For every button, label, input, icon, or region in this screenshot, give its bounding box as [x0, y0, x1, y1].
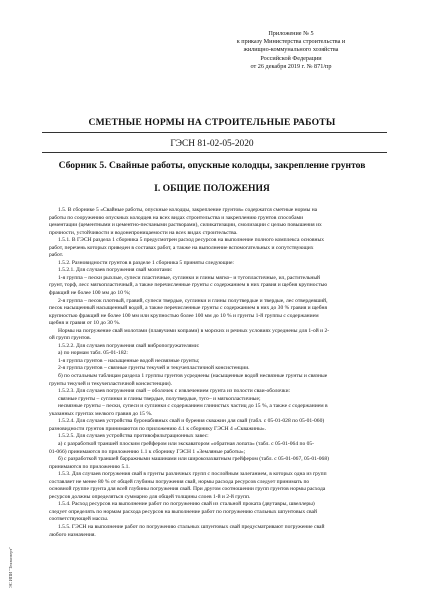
- document-title: СМЕТНЫЕ НОРМЫ НА СТРОИТЕЛЬНЫЕ РАБОТЫ: [88, 117, 336, 128]
- body-line: 2-я группа – песок плотный, гравий, супеси твердые, суглинки и глины полутвердые и твердые, лес отвердевший,: [58, 297, 328, 304]
- body-line: основной группе грунта для всей глубины погружения свай. При другом соотношении групп грунтов нормы расхода: [49, 486, 326, 493]
- body-line: указанных грунтах мелкого гравия до 15 %.: [49, 410, 153, 417]
- body-line: 01-066) принимаются по приложению 1.1 к сборнику ГЭСН 1 «Земляные работы»;: [49, 448, 246, 455]
- body-line: 1.5.1. В ГЭСН раздела 1 сборника 5 предусмотрен расход ресурсов на выполнение полного комплекса основных: [58, 237, 325, 244]
- body-line: соответствующей массы.: [49, 516, 109, 523]
- body-line: б) по остальным таблицам раздела 1 группы грунтов усреднены (насыщенные водой несвязные грунты и связные: [58, 373, 328, 380]
- approval-line: Приложение № 5: [268, 30, 314, 37]
- body-line: грунт, торф, лесс мягкопластичный, а также перечисленные грунты с содержанием в них гравия и щебня крупностью: [49, 282, 328, 289]
- body-text: [49, 207, 381, 539]
- approval-line: жилищно-коммунального хозяйства: [243, 46, 339, 54]
- body-line: а) по нормам табл. 05-01-182:: [58, 350, 128, 357]
- body-line: грунты текучей и текучепластичной консистенции).: [49, 380, 173, 387]
- body-line: песок насыщенный насыщенный водой, а также перечисленные грунты с содержанием в них до 30 % гравия и щебня: [49, 305, 328, 312]
- approval-block: [186, 30, 396, 71]
- body-line: 1.5.2.4. Для случаев устройства буронабивных свай и бурения скважин для свай (табл. с 05-01-028 по 05-01-060): [58, 418, 325, 425]
- body-line: составляет не менее 80 % от общей глубины погружения свай, нормы расхода ресурсов следует принимать по: [49, 478, 310, 485]
- body-line: 1-я группа грунтов – насыщенные водой несвязные грунты;: [58, 357, 200, 364]
- body-line: ой групп грунтов.: [49, 335, 92, 342]
- approval-line: Российской Федерации: [260, 54, 322, 62]
- body-line: несвязные грунты – пески, супеси и суглинки с содержанием глинистых частиц до 15 %, а также с содержанием в: [58, 403, 328, 410]
- body-line: 1.5.2.5. Для случаев устройства противофильтрационных завес:: [58, 433, 209, 440]
- body-line: 1.5.4. Расход ресурсов на выполнение работ по погружению свай из стальной проката (двутавры, швеллеры): [58, 501, 315, 508]
- body-line: щебня и гравия от 10 до 30 %.: [49, 320, 121, 327]
- body-line: работы по сооружению опускных колодцев на всех видах строительства и закреплению грунтов способами: [49, 214, 304, 221]
- body-line: 1.5.3. Для случаев погружения свай в грунты различных групп с послойным залеганием, в которых одна из групп: [58, 471, 327, 478]
- document-code: ГЭСН 81-02-05-2020: [170, 139, 254, 149]
- approval-line: к приказу Министерства строительства и: [236, 38, 346, 46]
- approval-line: от 26 декабря 2019 г. № 871/пр: [250, 62, 332, 70]
- body-line: 1.5.2.2. Для случаев погружения свай вибропогружателями:: [58, 342, 200, 349]
- body-line: работ, перечень которых приведен в составах работ, а также на выполнение вспомогательных и сопутствующих: [49, 244, 314, 251]
- body-line: 2-я группа грунтов – связные грунты текучей и текучепластичной консистенции.: [58, 365, 250, 372]
- body-line: а) с разработкой траншей плоским грейфером или экскаватором «обратная лопата» (табл. с 05-01-064 по 05-: [58, 440, 315, 447]
- body-line: связные грунты – суглинки и глины твердые, полутвердые, туго– и мягкопластичные;: [58, 395, 261, 402]
- body-line: 1.5.2. Разновидности грунтов в разделе 1 сборника 5 приняты следующие:: [58, 259, 234, 266]
- body-line: 1.5. В сборнике 5 «Свайные работы, опускные колодцы, закрепление грунтов» содержатся сметные нормы на: [58, 207, 318, 213]
- body-line: прочности, устойчивости и водонепроницаемости на всех видах строительства.: [49, 229, 238, 236]
- divider-bottom: [42, 152, 387, 153]
- body-line: 1.5.5. ГЭСН на выполнение работ по погружению стальных шпунтовых свай предусматривают погружение свай: [58, 523, 325, 530]
- body-line: цементации (цементными и цементно-песчаными растворами), силикатизации, смолизации с целью повышения их: [49, 222, 322, 229]
- body-line: Нормы на погружение свай молотами (плавучими копрами) в морских и речных условиях усреднены для 1-ой и 2-: [58, 327, 330, 334]
- body-line: фракций не более 100 мм до 10 %;: [49, 290, 131, 297]
- body-line: 1.5.2.3. Для случаев погружения свай – оболочек с извлечением грунта из полости сваи-оболочки:: [58, 388, 291, 395]
- body-line: 1-я группа – пески рыхлые, супеси пластичные, суглинки и глины мягко– и тугопластичные, ил, растительный: [58, 274, 321, 281]
- body-line: б) с разработкой траншей барражными машинами или широкозахватным грейфером (табл. с 05-01-067, 05-01-068): [58, 456, 329, 463]
- body-line: принимаются по приложению 5.1.: [49, 463, 130, 470]
- body-line: следует определять по нормам расхода ресурсов на выполнение работ по погружению стальных шпунтовых свай: [49, 508, 317, 515]
- side-stamp-text: ЭС ИПИ "Техэксперт": [8, 547, 13, 588]
- body-line: работ.: [49, 252, 64, 259]
- collection-title: Сборник 5. Свайные работы, опускные колодцы, закрепление грунтов: [58, 160, 366, 171]
- body-line: 1.5.2.1. Для случаев погружения свай молотами:: [58, 267, 173, 274]
- body-line: любого назначения.: [49, 531, 96, 538]
- side-stamp: [8, 528, 16, 588]
- body-line: разновидности грунтов принимаются по приложению 4.1 к сборнику ГЭСН 4 «Скважины».: [49, 425, 266, 432]
- body-line: крупностью фракций не более 100 мм или крупностью более 100 мм до 10 % и грунты 1-й группы с содержанием: [49, 312, 319, 319]
- divider-top: [42, 132, 387, 133]
- body-line: ресурсов должны определяться суммарно для общей толщины слоев 1-й и 2-й групп.: [49, 493, 251, 500]
- section-heading: I. ОБЩИЕ ПОЛОЖЕНИЯ: [154, 183, 270, 194]
